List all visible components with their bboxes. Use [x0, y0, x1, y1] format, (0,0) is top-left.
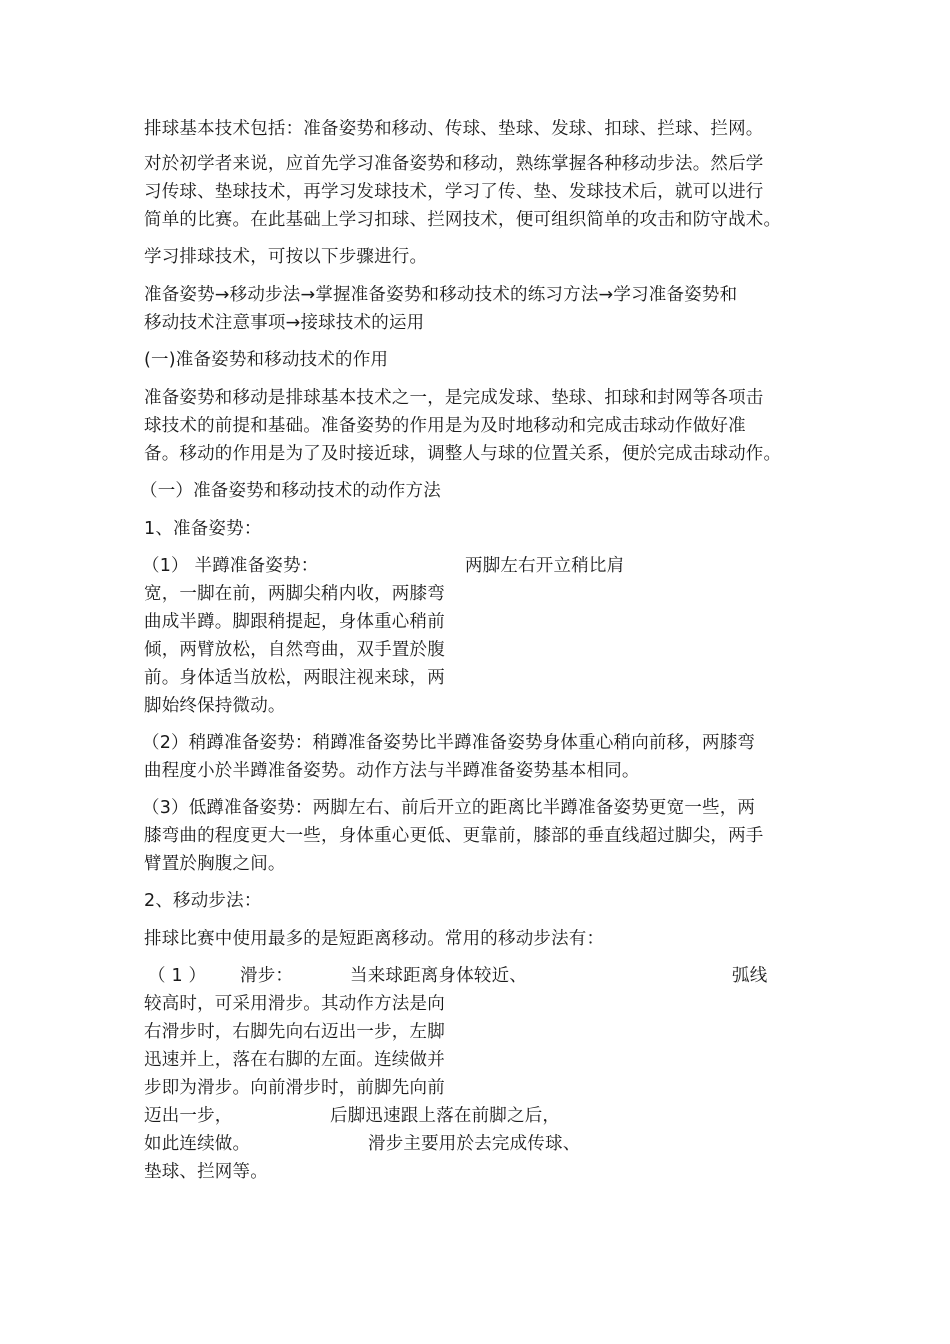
step1-line-2: 右滑步时，右脚先向右迈出一步，左脚 [144, 1022, 445, 1042]
item3-line-3: 臂置於胸腹之间。 [144, 854, 286, 874]
step1-line-3: 迅速并上，落在右脚的左面。连续做并 [144, 1050, 445, 1070]
steps-sequence-line-2: 移动技术注意事项→接球技术的运用 [144, 313, 425, 333]
step1-line-6a: 如此连续做。 [144, 1134, 251, 1154]
step1-name: 滑步： [240, 966, 294, 986]
item1-line-1: 宽，一脚在前，两脚尖稍内收，两膝弯 [144, 584, 445, 604]
step1-line-1: 较高时，可采用滑步。其动作方法是向 [144, 994, 445, 1014]
step1-line-5a: 迈出一步， [144, 1106, 233, 1126]
item1-line-5: 脚始终保持微动。 [144, 696, 286, 716]
step1-line-4: 步即为滑步。向前滑步时，前脚先向前 [144, 1078, 445, 1098]
item1-line-4: 前。身体适当放松，两眼注视来球，两 [144, 668, 445, 688]
item2-line-1: （2）稍蹲准备姿势：稍蹲准备姿势比半蹲准备姿势身体重心稍向前移，两膝弯 [142, 733, 756, 753]
section-heading-role: (一)准备姿势和移动技术的作用 [144, 350, 389, 370]
role-paragraph-line-2: 球技术的前提和基础。准备姿势的作用是为及时地移动和完成击球动作做好准 [144, 416, 746, 436]
learning-order-line-1: 对於初学者来说，应首先学习准备姿势和移动，熟练掌握各种移动步法。然后学 [144, 154, 764, 174]
item2-line-2: 曲程度小於半蹲准备姿势。动作方法与半蹲准备姿势基本相同。 [144, 761, 640, 781]
steps-sequence-line-1: 准备姿势→移动步法→掌握准备姿势和移动技术的练习方法→学习准备姿势和 [144, 285, 738, 305]
subheading-ready-stance: 1、准备姿势： [144, 519, 262, 539]
step1-number: （ 1 ） [148, 966, 207, 986]
learning-order-line-3: 简单的比赛。在此基础上学习扣球、拦网技术，便可组织简单的攻击和防守战术。 [144, 210, 782, 230]
step1-mid: 当来球距离身体较近、 [350, 966, 527, 986]
item1-line-3: 倾，两臂放松，自然弯曲，双手置於腹 [144, 640, 445, 660]
steps-intro: 学习排球技术，可按以下步骤进行。 [144, 247, 428, 267]
role-paragraph-line-1: 准备姿势和移动是排球基本技术之一，是完成发球、垫球、扣球和封网等各项击 [144, 388, 764, 408]
item1-tail: 两脚左右开立稍比肩 [465, 556, 625, 576]
learning-order-line-2: 习传球、垫球技术，再学习发球技术，学习了传、垫、发球技术后，就可以进行 [144, 182, 764, 202]
item1-line-2: 曲成半蹲。脚跟稍提起，身体重心稍前 [144, 612, 445, 632]
step1-right: 弧线 [732, 966, 768, 986]
item1-label: （1） 半蹲准备姿势： [142, 556, 319, 576]
subheading-movement: 2、移动步法： [144, 891, 262, 911]
step1-line-6b: 滑步主要用於去完成传球、 [368, 1134, 581, 1154]
step1-line-5b: 后脚迅速跟上落在前脚之后， [330, 1106, 561, 1126]
role-paragraph-line-3: 备。移动的作用是为了及时接近球，调整人与球的位置关系，便於完成击球动作。 [144, 444, 782, 464]
movement-intro: 排球比赛中使用最多的是短距离移动。常用的移动步法有： [144, 929, 605, 949]
intro-paragraph: 排球基本技术包括：准备姿势和移动、传球、垫球、发球、扣球、拦球、拦网。 [144, 119, 764, 139]
section-heading-methods: （一）准备姿势和移动技术的动作方法 [140, 481, 441, 501]
item3-line-2: 膝弯曲的程度更大一些，身体重心更低、更靠前，膝部的垂直线超过脚尖，两手 [144, 826, 764, 846]
step1-line-7: 垫球、拦网等。 [144, 1162, 268, 1182]
item3-line-1: （3）低蹲准备姿势：两脚左右、前后开立的距离比半蹲准备姿势更宽一些，两 [142, 798, 756, 818]
